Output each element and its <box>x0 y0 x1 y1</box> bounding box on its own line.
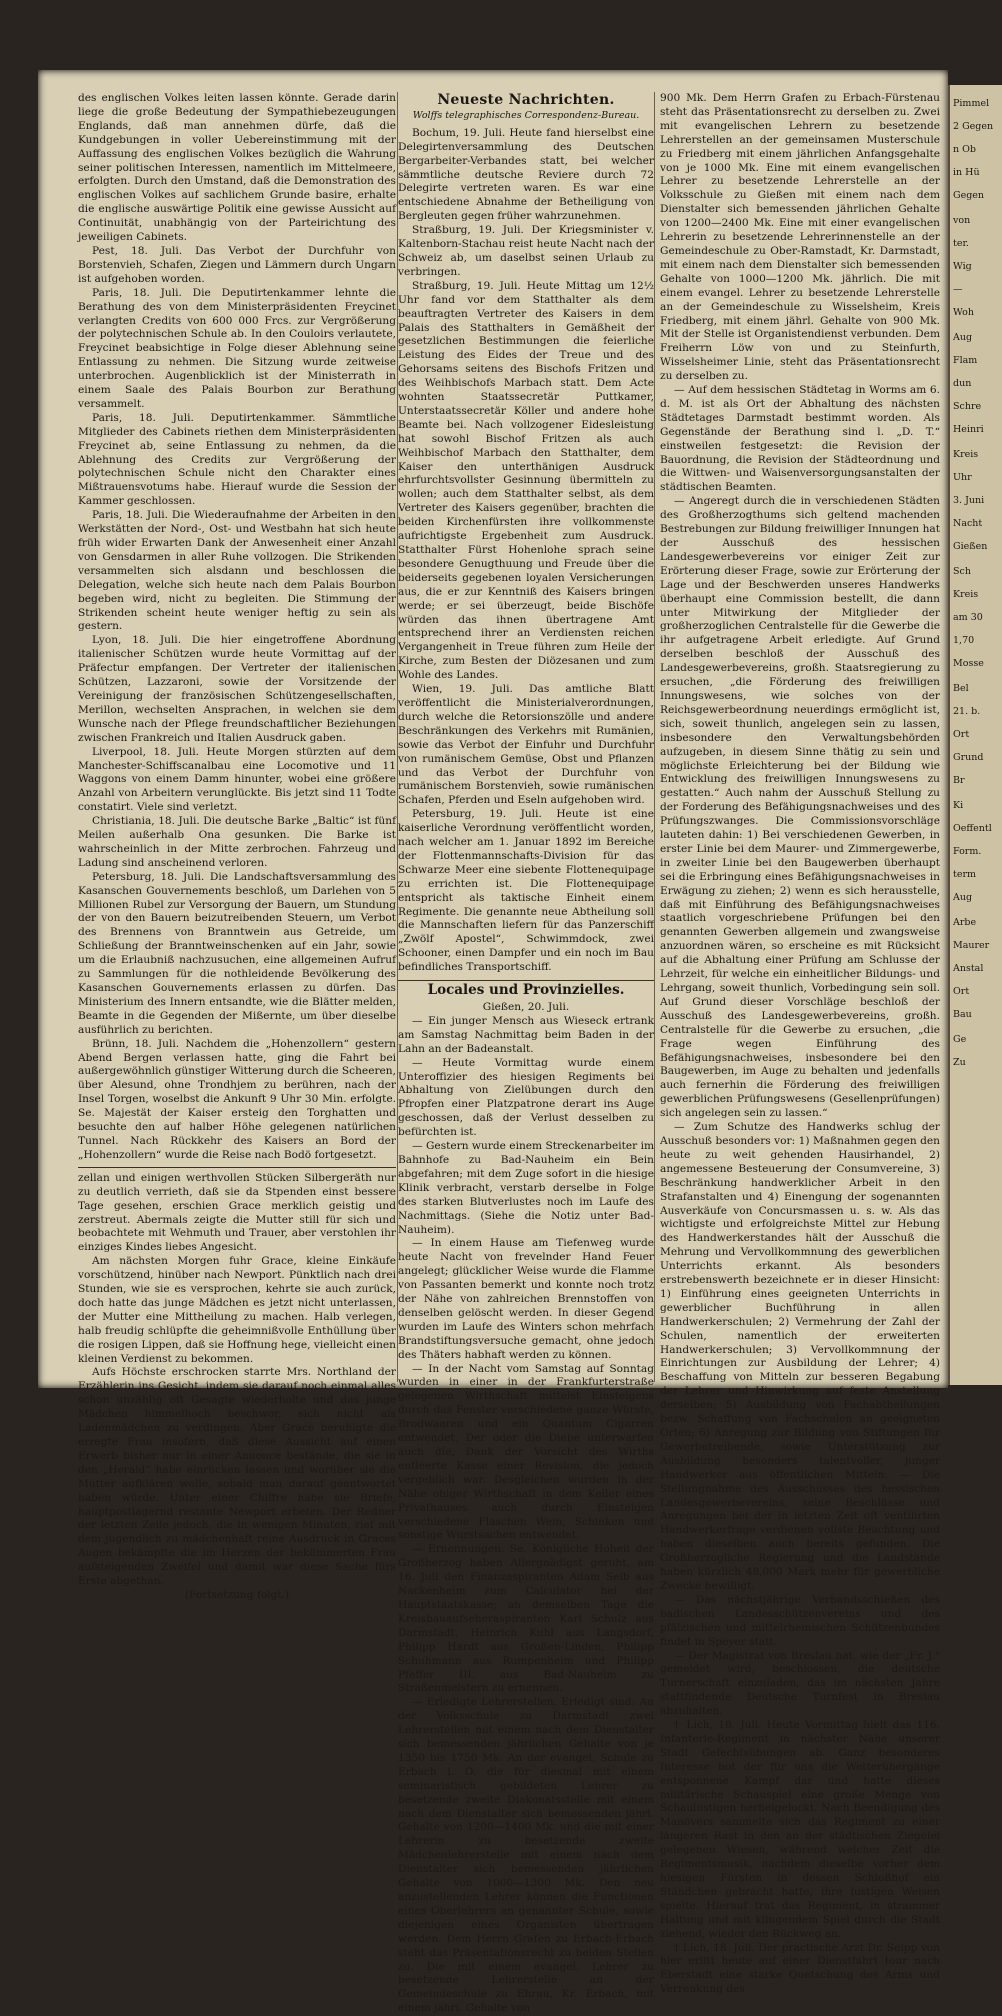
edge-text-line: Wig <box>953 261 972 272</box>
article-paragraph: — Erledigte Lehrerstellen. Erledigt sind: An der Volksschule zu Darmstadt zwei Lehrerstellen mit einem nach dem Dienstalter sich bemessenden jährlichen Gehalte von je 1350 bis 1750 Mk. An der evangel. Schule zu Erbach i. O. die für diesmal mit einem seminaristisch gebildeten Lehrer zu besetzende zweite Diakonatsstelle mit einem nach dem Dienstalter sich bemessenden jährl. Gehalte von 1200—1400 Mk. und die mit einer Lehrerin zu besetzende zweite Mädchenlehrerstelle mit einem nach dem Dienstalter sich bemessenden jährlichen Gehalte von 1000—1300 Mk. Den neu anzustellenden Lehrer können die Functionen eines Oberlehrers an genannter Schule, sowie diejenigen eines Organisten übertragen werden. Dem Herrn Grafen zu Erbach-Erbach steht das Präsentationsrecht zu beiden Stellen zu. Die mit einem evangel. Lehrer zu besetzende Lehrerstelle an der Gemeindeschule zu Ehrau, Kr. Erbach, mit einem jährl. Gehalte von <box>398 1696 654 2015</box>
edge-text-line: Maurer <box>953 940 990 951</box>
article-paragraph: † Lich, 18. Juli. Der practische Arzt Dr. Seipp von hier erlitt heute auf einer Dienstfahrt tour nach Eberstadt eine starke Quetschung des Arms und Verrenkung des <box>660 1941 940 1996</box>
news-subheading: Wolffs telegraphisches Correspondenz-Bureau. <box>412 109 640 121</box>
continuation-note: (Fortsetzung folgt.) <box>184 1588 290 1601</box>
article-paragraph: Brünn, 18. Juli. Nachdem die „Hohenzollern“ gestern Abend Bergen verlassen hatte, ging die Fahrt bei außergewöhnlich günstiger Witterung durch die Scheeren, über Alesund, ohne Trondhjem zu berühren, nach der Insel Torgen, woselbst die Ankunft 9 Uhr 30 Min. erfolgte. Se. Majestät der Kaiser ersteig den Torghatten und besuchte den auf halber Höhe gelegenen natürlichen Tunnel. Nach Rückkehr des Kaisers an Bord der „Hohenzollern“ wurde die Reise nach Bodö fortgesetzt. <box>78 1037 396 1161</box>
edge-text-line: Oeffentl <box>953 823 992 834</box>
article-paragraph: — In einem Hause am Tiefenweg wurde heute Nacht von frevelnder Hand Feuer angelegt; glücklicher Weise wurde die Flamme von Passanten bemerkt und konnte noch trotz der Nähe von zahlreichen Brennstoffen von denselben gelöscht werden. In dieser Gegend wurden im Laufe des Winters schon mehrfach Brandstiftungsversuche gemacht, ohne jedoch des Thäters habhaft werden zu können. <box>398 1237 654 1361</box>
article-paragraph: — Ein junger Mensch aus Wieseck ertrank am Samstag Nachmittag beim Baden in der Lahn an der Badeanstalt. <box>398 1014 654 1055</box>
article-paragraph: Straßburg, 19. Juli. Heute Mittag um 12½ Uhr fand vor dem Statthalter als dem beauftragten Vertreter des Kaisers in dem Palais des Statthalters in Gemäßheit der gesetzlichen Bestimmungen die feierliche Leistung des Eides der Treue und des Gehorsams seitens des Bischofs Fritzen und des Weihbischofs Marbach statt. Dem Acte wohnten Staatssecretär Puttkamer, Unterstaatssecretär Köller und andere hohe Beamte bei. Nach vollzogener Eidesleistung hat sowohl Bischof Fritzen als auch Weihbischof Marbach den Statthalter, dem Kaiser den unterthänigen Ausdruck ehrfurchtsvollster Gesinnung übermitteln zu wollen; auch dem Statthalter selbst, als dem Vertreter des Kaisers gegenüber, brachten die beiden Kirchenfürsten ihre vollkommenste aufrichtigste Ergebenheit zum Ausdruck. Statthalter Fürst Hohenlohe sprach seine besondere Genugthuung und Freude über die beiderseits gegebenen loyalen Versicherungen aus, die er zur Kenntniß des Kaisers bringen werde; er sei überzeugt, beide Bischöfe würden das ihnen übertragene Amt entsprechend ihrer an Verdiensten reichen Vergangenheit in Treue führen zum Heile der Kirche, zum Besten der Diözesanen und zum Wohle des Landes. <box>398 279 654 682</box>
edge-text-line: am 30 <box>953 612 983 623</box>
edge-text-line: ter. <box>953 238 969 249</box>
article-paragraph: † Lich, 18. Juli. Heute Vormittag hielt das 116. Infanterie-Regiment in nächster Nähe unserer Stadt Gefechtsübungen ab. Ganz besonderes Interesse bot der für uns die Wetterübergänge entsponnene Kampf dar und hatte dieses militärische Schauspiel eine große Menge von Schaulustigen herbeigelockt. Nach Beendigung des Manövers sammelte sich das Regiment zu einer längeren Rast in den an der städtischen Ziegelei gelegenen Wiesen, während welcher Zeit die Regimentsmusik, nachdem dieselbe vorher dem hiesigen Fürsten in dessen Schloßhof ein Ständchen gebracht hatte, ihre lustigen Weisen spielte. Hierauf trat das Regiment, in strammer Haltung und mit klingendem Spiel durch die Stadt ziehend, wieder den Rückweg an. <box>660 1719 940 1940</box>
right-column <box>660 92 940 1996</box>
edge-text-line: n Ob <box>953 144 977 155</box>
edge-text-line: Mosse <box>953 658 984 669</box>
edge-text-line: Ki <box>953 800 964 811</box>
article-paragraph: Bochum, 19. Juli. Heute fand hierselbst eine Delegirtenversammlung des Deutschen Bergarbeiter-Verbandes statt, bei welcher sämmtliche deutsche Reviere durch 72 Delegirte vertreten waren. Es war eine entschiedene Abnahme der Betheiligung von Bergleuten gegen früher wahrzunehmen. <box>398 126 654 223</box>
column-divider <box>654 92 655 1382</box>
adjacent-page-text <box>950 97 1002 1069</box>
article-paragraph: Paris, 18. Juli. Deputirtenkammer. Sämmtliche Mitglieder des Cabinets riethen dem Ministerpräsidenten Freycinet ab, seine Entlassung zu nehmen, da die Ablehnung des Credits zur Vergrößerung der polytechnischen Schule nicht den Charakter eines Mißtrauensvotums habe. Hierauf wurde die Session der Kammer geschlossen. <box>78 411 396 508</box>
article-paragraph: Paris, 18. Juli. Die Wiederaufnahme der Arbeiten in den Werkstätten der Nord-, Ost- und Westbahn hat sich heute früh wider Erwarten Dank der Anwesenheit einer Anzahl von Gensdarmen in aller Ruhe vollzogen. Die Strikenden versammelten sich alsdann und beschlossen die Delegation, welche sich heute nach dem Palais Bourbon begeben wird, nicht zu begleiten. Die Stimmung der Strikenden scheint heute weniger heftig zu sein als gestern. <box>78 509 396 633</box>
article-paragraph: Petersburg, 18. Juli. Die Landschaftsversammlung des Kasanschen Gouvernements beschloß, um Darlehen von 5 Millionen Rubel zur Versorgung der Bauern, um Stundung der von den Bauern beizutreibenden Steuern, um Verbot des Brennens von Branntwein aus Getreide, um Schließung der Branntweinschenken auf ein Jahr, sowie um die Erlaubniß nachzusuchen, eine allgemeinen Aufruf zu Sammlungen für die nothleidende Bevölkerung des Kasanschen Gouvernements erlassen zu dürfen. Das Ministerium des Innern entsandte, wie die Blätter melden, Beamte in die Gegenden der Mißernte, um über dieselbe ausführlich zu berichten. <box>78 870 396 1036</box>
edge-text-line: term <box>953 869 976 880</box>
edge-text-line: in Hü <box>953 167 980 178</box>
edge-text-line: Kreis <box>953 589 979 600</box>
edge-text-line: Zu <box>953 1057 966 1068</box>
article-paragraph: — Heute Vormittag wurde einem Unteroffizier des hiesigen Regiments bei Abhaltung von Zielübungen durch den Pfropfen einer Platzpatrone derart ins Auge geschossen, daß der Verlust desselben zu befürchten ist. <box>398 1056 654 1139</box>
left-column <box>78 92 396 1601</box>
article-paragraph: Christiania, 18. Juli. Die deutsche Barke „Baltic“ ist fünf Meilen außerhalb Ona gesunken. Die Barke ist wahrscheinlich in der Mitte zerbrochen. Fahrzeug und Ladung sind anscheinend verloren. <box>78 815 396 869</box>
article-paragraph: — Auf dem hessischen Städtetag in Worms am 6. d. M. ist als Ort der Abhaltung des nächsten Städtetages Darmstadt bestimmt worden. Als Gegenstände der Berathung sind l. „D. T.“ einstweilen festgesetzt: die Revision der Bauordnung, die Revision der Städteordnung und die Wittwen- und Waisenversorgungsanstalten der städtischen Beamten. <box>660 384 940 494</box>
edge-text-line: 3. Juni <box>953 495 985 506</box>
article-paragraph: Paris, 18. Juli. Die Deputirtenkammer lehnte die Berathung des von dem Ministerpräsidenten Freycinet verlangten Credits von 600 000 Frcs. zur Vergrößerung der polytechnischen Schule ab. In den Couloirs verlautete, Freycinet beabsichtige in Folge dieser Ablehnung seine Entlassung zu nehmen. Die Sitzung wurde zeitweise unterbrochen. Augenblicklich ist der Ministerrath in einem Saale des Palais Bourbon zur Berathung versammelt. <box>78 286 396 410</box>
edge-text-line: 2 Gegen <box>953 121 994 132</box>
local-news-dateline: Gießen, 20. Juli. <box>482 1001 570 1013</box>
adjacent-page-edge <box>948 85 1002 1385</box>
edge-text-line: 21. b. <box>953 706 981 717</box>
feuilleton-paragraph: Am nächsten Morgen fuhr Grace, kleine Einkäufe vorschützend, hinüber nach Newport. Pünktlich nach drei Stunden, wie sie es versprochen, kehrte sie auch zurück, doch hatte das junge Mädchen es jetzt nicht unterlassen, der Mutter eine Mittheilung zu machen. Halb verlegen, halb freudig schlüpfte die geheimnißvolle Enthüllung über die rosigen Lippen, daß sie Hoffnung hege, vielleicht einen kleinen Verdienst zu bekommen. <box>78 1255 396 1365</box>
edge-text-line: Br <box>953 775 965 786</box>
edge-text-line: Heinri <box>953 424 984 435</box>
edge-text-line: Aug <box>953 332 973 343</box>
article-paragraph: Pest, 18. Juli. Das Verbot der Durchfuhr von Borstenvieh, Schafen, Ziegen und Lämmern durch Ungarn ist aufgehoben worden. <box>78 244 396 285</box>
article-paragraph: — Zum Schutze des Handwerks schlug der Ausschuß besonders vor: 1) Maßnahmen gegen den heute zu weit gehenden Hausirhandel, 2) angemessene Besteuerung der Consumvereine, 3) Beschränkung handwerklicher Arbeit in den Strafanstalten und 4) Einengung der sogenannten Ausverkäufe von Concursmassen u. s. w. Als das wichtigste und erfolgreichste Mittel zur Hebung des Handwerkerstandes hält der Ausschuß die Mehrung und Vervollkommnung des gewerblichen Unterrichts erkannt. Als besonders erstrebenswerth bezeichnete er in dieser Hinsicht: 1) Einführung eines geeigneten Unterrichts in gewerblicher Buchführung in allen Handwerkerschulen; 2) Vermehrung der Zahl der Schulen, namentlich der erweiterten Handwerkerschulen; 3) Vervollkommnung der Einrichtungen zur Ausbildung der Lehrer; 4) Beschaffung von Mitteln zur besseren Begabung der Lehrer und Hinwirkung auf feste Anstellung derselben; 5) Ausbildung von Fachabtheilungen bezw. Schaffung von Fachschulen an geeigneten Orten; 6) Anregung zur Bildung von Stiftungen für Gewerbetreibende, sowie Unterstützung zur Ausbildung besonders talentvoller, junger Handwerker aus öffentlichen Mitteln. — Die Stellungnahme des Ausschusses des hessischen Landesgewerbevereins, seine Beschlüsse und Anregungen bei der in letzten Zeit oft ventilirten Handwerkerfrage verdienen vollste Beachtung und haben dieselben auch bereits gefunden. Die Großherzogliche Regierung und die Landstände haben kürzlich 48,000 Mark mehr für gewerbliche Zwecke bewilligt. <box>660 1121 940 1592</box>
edge-text-line: Pimmel <box>953 98 990 109</box>
edge-text-line: Ort <box>953 729 970 740</box>
feuilleton-paragraph: Aufs Höchste erschrocken starrte Mrs. Northland der Erzählerin ins Gesicht, indem sie darauf noch einmal alles schon unzählig oft Gesagte wiederholte und das junge Mädchen himmelhoch beschwor, sich nicht als Ladenmädchen zu verdingen. Aber Grace beruhigte die erregte Frau insofern, daß diese Aussicht auf einen Erwerb bisher nur in einer Annonce bestände, die sie in den „Herald“ habe einrücken lassen und worüber sie die Mutter aufklären wolle, sobald man darauf geantwortet haben würde. Unter einer Chiffre habe sie Briefe, hauptpostlagernd restante Newport erbeten. Der Redner der letzten Zeile jedoch, die in wenigen Minuten, rief mit dem jugendlich zu mädchenhaft reine Ausdruck in Graces Augen bekämpfte die im Herzen der bekümmerten Frau aufsteigenden Zweifel und damit war diese Sache fürs Erste abgethan. <box>78 1366 396 1588</box>
edge-text-line: Gegen <box>953 190 985 201</box>
edge-text-line: Ge <box>953 1034 967 1045</box>
article-paragraph: — Ernennungen. Se. Königliche Hoheit der Großherzog haben Allergnädigst geruht, am 16. Juli den Finanzaspiranten Adam Seib aus Nackenheim zum Calculator bei der Hauptstaatskasse; an demselben Tage die Kreisbauaufseheraspiranten Karl Schulz aus Darmstadt, Heinrich Kuhl aus Langsdorf, Philipp Hardt aus Großen-Linden, Philipp Schuhmann aus Rumpenheim und Philipp Pfeffer III. aus Bad-Nauheim zu Straßenmeistern zu ernennen. <box>398 1543 654 1695</box>
edge-text-line: Aug <box>953 892 973 903</box>
article-paragraph: Petersburg, 19. Juli. Heute ist eine kaiserliche Verordnung veröffentlicht worden, nach welcher am 1. Januar 1892 im Bereiche der Flottenmannschafts-Division für das Schwarze Meer eine siebente Flottenequipage zu errichten ist. Die Flottenequipage entspricht als taktische Einheit einem Regimente. Die genannte neue Abtheilung soll die Mannschaften liefern für das Panzerschiff „Zwölf Apostel“, Schwimmdock, zwei Schooner, einen Dampfer und ein noch im Bau befindliches Transportschiff. <box>398 808 654 974</box>
edge-text-line: Gießen <box>953 541 988 552</box>
edge-text-line: Kreis <box>953 449 979 460</box>
article-paragraph: — In der Nacht vom Samstag auf Sonntag wurden in einer in der Frankfurterstraße gelegenen Wirthschaft mittelst Einsteigens durch das Fenster verschiedene ganze Würste, Brodwaaren und ein Quantum Cigarren entwendet. Der oder die Diebe unterwarfen auch die, Dank der Vorsicht des Wirths entleerte Kasse einer Revision, die jedoch vergeblich war. Desgleichen wurden in der Nähe obiger Wirthschaft in dem Keller eines Privathauses auch durch Einsteigen verschiedene Flaschen Wein, Schinken und sonstige Wurstsachen entwendet. <box>398 1362 654 1542</box>
edge-text-line: Ort <box>953 986 970 997</box>
local-news-heading: Locales und Provinzielles. <box>398 980 654 998</box>
article-paragraph: — Der Magistrat von Breslau hat, wie der „Fr. J.“ gemeldet wird, beschlossen, die deutsche Turnerschaft einzuladen, das im nächsten Jahre stattfindende Deutsche Turnfest in Breslau abzuhalten. <box>660 1649 940 1718</box>
edge-text-line: Flam <box>953 355 978 366</box>
article-paragraph: Wien, 19. Juli. Das amtliche Blatt veröffentlicht die Ministerialverordnungen, durch welche die Retorsionszölle und andere Beschränkungen des Verkehrs mit Rumänien, sowie das Verbot der Einfuhr und Durchfuhr von rumänischem Gemüse, Obst und Pflanzen und das Verbot der Durchfuhr von rumänischem Borstenvieh, sowie rumänischen Schafen, Pferden und Eseln aufgehoben wird. <box>398 683 654 807</box>
article-paragraph: des englischen Volkes leiten lassen könnte. Gerade darin liege die große Bedeutung der Sympathiebezeugungen Englands, daß man annehmen dürfe, daß die Kundgebungen in voller Uebereinstimmung mit der Auffassung des englischen Volkes bezüglich die Wahrung seiner politischen Interessen, namentlich im Mittelmeere, erfolgten. Durch den Umstand, daß die Demonstration des englischen Volkes auf sachlichem Grunde basire, erhalte die englische auswärtige Politik eine gewisse Aussicht auf Continuität, unabhängig von der Parteirichtung des jeweiligen Cabinets. <box>78 92 396 244</box>
edge-text-line: Uhr <box>953 472 972 483</box>
edge-text-line: — <box>953 284 963 295</box>
article-paragraph: Lyon, 18. Juli. Die hier eingetroffene Abordnung italienischer Schützen wurde heute Vormittag auf der Präfectur empfangen. Der Vertreter der italienischen Schützen, Lazzaroni, sowie der Vorsitzende der Vereinigung der französischen Schützengesellschaften, Merillon, wechselten Ansprachen, in welchen sie dem Wunsche nach der Pflege freundschaftlicher Beziehungen zwischen Frankreich und Italien Ausdruck gaben. <box>78 634 396 744</box>
edge-text-line: Schre <box>953 401 982 412</box>
article-paragraph: Straßburg, 19. Juli. Der Kriegsminister v. Kaltenborn-Stachau reist heute Nacht nach der Schweiz ab, um daselbst seinen Urlaub zu verbringen. <box>398 224 654 278</box>
news-heading: Neueste Nachrichten. <box>437 92 615 108</box>
edge-text-line: Bau <box>953 1009 972 1020</box>
article-paragraph: — Das nächstjährige Verbandsschießen des badischen Landesschützenvereins und des pfälzischen und mittelrheinischen Schützenbundes findet in Speyer statt. <box>660 1593 940 1648</box>
edge-text-line: Bel <box>953 683 969 694</box>
edge-text-line: Sch <box>953 566 971 577</box>
edge-text-line: Grund <box>953 752 984 763</box>
newspaper-page <box>38 70 948 2015</box>
edge-text-line: dun <box>953 378 972 389</box>
edge-text-line: Form. <box>953 846 982 857</box>
article-paragraph: — Angeregt durch die in verschiedenen Städten des Großherzogthums sich geltend machenden Bestrebungen zur Bildung freiwilliger Innungen hat der Ausschuß des hessischen Landesgewerbevereins vor einiger Zeit zur Erörterung dieser Frage, sowie zur Erörterung der Lage und der Beschwerden unseres Handwerks überhaupt eine Commission bestellt, die dann unter Mitwirkung der Mitglieder der großherzoglichen Centralstelle für die Gewerbe die ihr aufgetragene Arbeit erledigte. Auf Grund derselben beschloß der Ausschuß des Landesgewerbevereins, großh. Staatsregierung zu ersuchen, „die Förderung des freiwilligen Innungswesens, wie solches von der Reichsgewerbeordnung neuerdings ermöglicht ist, sich, soweit thunlich, angelegen sein zu lassen, insbesondere den Verwaltungsbehörden aufzugeben, in diesem Sinne thätig zu sein und möglichste Erleichterung bei der Bildung wie Entwicklung des freiwilligen Innungswesens zu gestatten.“ Auch nahm der Ausschuß Stellung zu der Forderung des Befähigungsnachweises und des Prüfungszwanges. Die Commissionsvorschläge lauteten dahin: 1) Bei verschiedenen Gewerben, in erster Linie bei dem Maurer- und Zimmergewerbe, in zweiter Linie bei den Baugewerben überhaupt sei die Erbringung eines Befähigungsnachweises in Erwägung zu ziehen; 2) wenn es sich herausstelle, daß mit Einführung des Befähigungsnachweises staatlich vorgeschriebene Prüfungen bei den genannten Gewerben allgemein und zwangsweise anzuordnen wären, so erscheine es mit Rücksicht auf die Abhaltung einer Prüfung am Schlusse der Lehrzeit, für welche ein einheitlicher Bildungs- und Lehrgang, soweit thunlich, Vorbedingung sein soll. Auf Grund dieser Vorschläge beschloß der Ausschuß des Landesgewerbevereins, großh. Centralstelle für die Gewerbe zu ersuchen, „die Frage wegen Einführung des Befähigungsnachweises, insbesondere bei den Baugewerben, im Auge zu behalten und jedenfalls auch fernerhin die Förderung des freiwilligen gewerblichen Prüfungswesens (Gesellenprüfungen) sich angelegen sein zu lassen.“ <box>660 495 940 1120</box>
article-paragraph: 900 Mk. Dem Herrn Grafen zu Erbach-Fürstenau steht das Präsentationsrecht zu derselben zu. Zwei mit evangelischen Lehrern zu besetzende Lehrerstellen an der gemeinsamen Musterschule zu Friedberg mit einem jährlichen Anfangsgehalte von je 1000 Mk. Eine mit einem evangelischen Lehrer zu besetzende Lehrerstelle an der Volksschule zu Gießen mit einem nach dem Dienstalter sich bemessenden jährlichen Gehalte von 1200—2400 Mk. Eine mit einer evangelischen Lehrerin zu besetzende Lehrerinnenstelle an der Gemeindeschule zu Ober-Ramstadt, Kr. Darmstadt, mit einem nach dem Dienstalter sich bemessenden Gehalte von 1000—1200 Mk. jährlich. Die mit einem evangel. Lehrer zu besetzende Lehrerstelle an der Gemeindeschule zu Wisselsheim, Kreis Friedberg, mit einem jährl. Gehalte von 900 Mk. Mit der Stelle ist Organistendienst verbunden. Dem Freiherrn Löw von und zu Steinfurth, Wisselsheimer Linie, steht das Präsentationsrecht zu derselben zu. <box>660 92 940 383</box>
edge-text-line: Arbe <box>953 917 977 928</box>
middle-column <box>398 92 654 2015</box>
edge-text-line: Nacht <box>953 518 983 529</box>
feuilleton-divider <box>78 1167 396 1168</box>
article-paragraph: — Gestern wurde einem Streckenarbeiter im Bahnhofe zu Bad-Nauheim ein Bein abgefahren; mit dem Zuge sofort in die hiesige Klinik verbracht, verstarb derselbe in Folge des starken Blutverlustes noch im Laufe des Nachmittags. (Siehe die Notiz unter Bad-Nauheim). <box>398 1140 654 1236</box>
edge-text-line: Woh <box>953 307 974 318</box>
edge-text-line: 1,70 <box>953 635 975 646</box>
feuilleton-paragraph: zellan und einigen werthvollen Stücken Silbergeräth nur zu deutlich verrieth, daß sie da Stpenden einst bessere Tage gesehen, erschien Grace merklich geistig und zerstreut. Abermals zeigte die Mutter still für sich und beobachtete mit Wehmuth und Trauer, aber verstohlen ihr einziges Kindes liebes Angesicht. <box>78 1171 396 1254</box>
edge-text-line: Anstal <box>953 963 984 974</box>
article-paragraph: Liverpool, 18. Juli. Heute Morgen stürzten auf dem Manchester-Schiffscanalbau eine Locomotive und 11 Waggons von einem Damm hinunter, wobei eine größere Anzahl von Arbeitern verunglückte. Bis jetzt sind 11 Todte constatirt. Viele sind verletzt. <box>78 745 396 814</box>
edge-text-line: von <box>953 215 971 226</box>
